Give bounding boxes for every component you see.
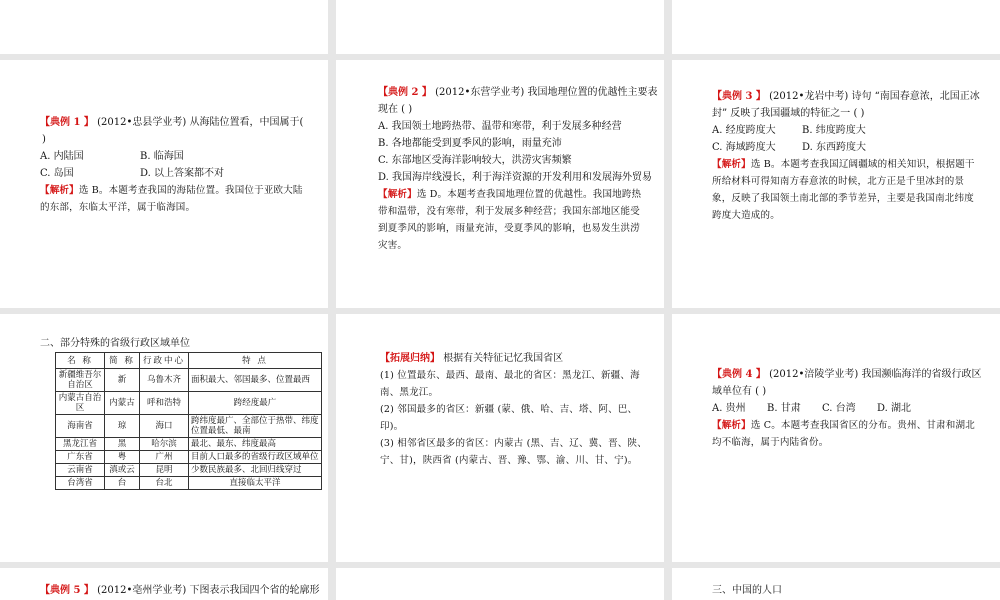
question-line: 封” 反映了我国疆域的特征之一 ( ) xyxy=(712,108,865,119)
answer-line: 均不临海，属于内陆省份。 xyxy=(712,437,829,448)
slide-panel xyxy=(0,0,328,54)
option: B. 各地都能受到夏季风的影响，雨量充沛 xyxy=(378,138,562,149)
question-line: 【典例 5 】 (2012•亳州学业考) 下图表示我国四个省的轮廓形 xyxy=(40,585,320,596)
column-header: 简 称 xyxy=(105,353,140,369)
slide-panel xyxy=(336,0,664,54)
slide-panel-example-3 xyxy=(672,60,1000,308)
table-row: 黑龙江省 黑 哈尔滨 最北、最东、纬度最高 xyxy=(56,438,322,451)
table-row: 海南省 琼 海口 跨纬度最广、全部位于热带、纬度位置最低、最南 xyxy=(56,415,322,438)
answer-line: 【解析】选 C。本题考查我国省区的分布。贵州、甘肃和湖北 xyxy=(712,420,975,431)
extension-line: 印)。 xyxy=(380,421,404,432)
column-header: 名 称 xyxy=(56,353,105,369)
question-line: 【典例 2 】 (2012•东营学业考) 我国地理位置的优越性主要表 xyxy=(378,87,658,98)
answer-line: 【解析】选 D。本题考查我国地理位置的优越性。我国地跨热 xyxy=(378,189,642,200)
section-title: 三、中国的人口 xyxy=(712,585,782,596)
slide-panel-population xyxy=(672,568,1000,600)
question-line: 【典例 3 】 (2012•龙岩中考) 诗句 “南国春意浓，北国正冰 xyxy=(712,91,980,102)
option: D. 我国海岸线漫长，利于海洋资源的开发利用和发展海外贸易 xyxy=(378,172,653,183)
answer-line: 【解析】选 B。本题考查我国辽阔疆域的相关知识，根据题干 xyxy=(712,159,975,170)
table-row: 台湾省 台 台北 直接临太平洋 xyxy=(56,477,322,490)
options-row: A. 经度跨度大 B. 纬度跨度大 xyxy=(712,125,866,136)
answer-line: 灾害。 xyxy=(378,240,408,251)
options-row: C. 海域跨度大 D. 东西跨度大 xyxy=(712,142,867,153)
answer-line: 【解析】选 B。本题考查我国的海陆位置。我国位于亚欧大陆 xyxy=(40,185,303,196)
option: A. 我国领土地跨热带、温带和寒带，利于发展多种经营 xyxy=(378,121,622,132)
extension-line: 宁、甘)，陕西省 (内蒙古、晋、豫、鄂、渝、川、甘、宁)。 xyxy=(380,455,638,466)
options-row: C. 岛国 D. 以上答案都不对 xyxy=(40,168,225,179)
options-row: A. 贵州 B. 甘肃 C. 台湾 D. 湖北 xyxy=(712,403,912,414)
answer-line: 所给材料可得知南方春意浓的时候，北方正是千里冰封的景 xyxy=(712,176,965,187)
question-line: ) xyxy=(42,134,46,145)
options-row: A. 内陆国 B. 临海国 xyxy=(40,151,184,162)
extension-line: (3) 相邻省区最多的省区：内蒙古 (黑、吉、辽、冀、晋、陕、 xyxy=(380,438,647,449)
question-line: 域单位有 ( ) xyxy=(712,386,767,397)
table-header-row xyxy=(56,353,322,369)
slide-panel-extension xyxy=(336,314,664,562)
provinces-table xyxy=(55,352,322,490)
column-header: 行政中心 xyxy=(140,353,189,369)
answer-line: 的东部，东临太平洋，属于临海国。 xyxy=(40,202,196,213)
example-tag: 【典例 1 】 xyxy=(40,117,94,128)
option: C. 东部地区受海洋影响较大，洪涝灾害频繁 xyxy=(378,155,572,166)
extension-line: (1) 位置最东、最西、最南、最北的省区：黑龙江、新疆、海 xyxy=(380,370,640,381)
answer-line: 带和温带，没有寒带，利于发展多种经营；我国东部地区能受 xyxy=(378,206,640,217)
table-row: 内蒙古自治区 内蒙古 呼和浩特 跨经度最广 xyxy=(56,392,322,415)
slide-panel xyxy=(672,0,1000,54)
column-header: 特 点 xyxy=(189,353,322,369)
slide-panel-example-2 xyxy=(336,60,664,308)
table-row: 云南省 滇或云 昆明 少数民族最多、北回归线穿过 xyxy=(56,464,322,477)
answer-line: 到夏季风的影响，雨量充沛，受夏季风的影响，也易发生洪涝 xyxy=(378,223,640,234)
question-line: 【典例 1 】 (2012•忠县学业考) 从海陆位置看，中国属于( xyxy=(40,117,304,128)
slide-panel xyxy=(336,568,664,600)
table-row: 广东省 粤 广州 目前人口最多的省级行政区域单位 xyxy=(56,451,322,464)
section-title: 二、部分特殊的省级行政区域单位 xyxy=(40,338,190,349)
answer-line: 象，反映了我国领土南北部的季节差异，主要是我国南北纬度 xyxy=(712,193,974,204)
extension-line: 南、黑龙江。 xyxy=(380,387,439,398)
answer-line: 跨度大造成的。 xyxy=(712,210,780,221)
extension-heading: 【拓展归纳】 根据有关特征记忆我国省区 xyxy=(380,353,564,364)
table-row: 新疆维吾尔自治区 新 乌鲁木齐 面积最大、邻国最多、位置最西 xyxy=(56,369,322,392)
question-line: 【典例 4 】 (2012•涪陵学业考) 我国濒临海洋的省级行政区 xyxy=(712,369,982,380)
extension-line: (2) 邻国最多的省区：新疆 (蒙、俄、哈、吉、塔、阿、巴、 xyxy=(380,404,638,415)
slide-panel-example-4 xyxy=(672,314,1000,562)
slide-panel-example-5 xyxy=(0,568,328,600)
question-line: 现在 ( ) xyxy=(378,104,413,115)
slide-panel-example-1 xyxy=(0,60,328,308)
